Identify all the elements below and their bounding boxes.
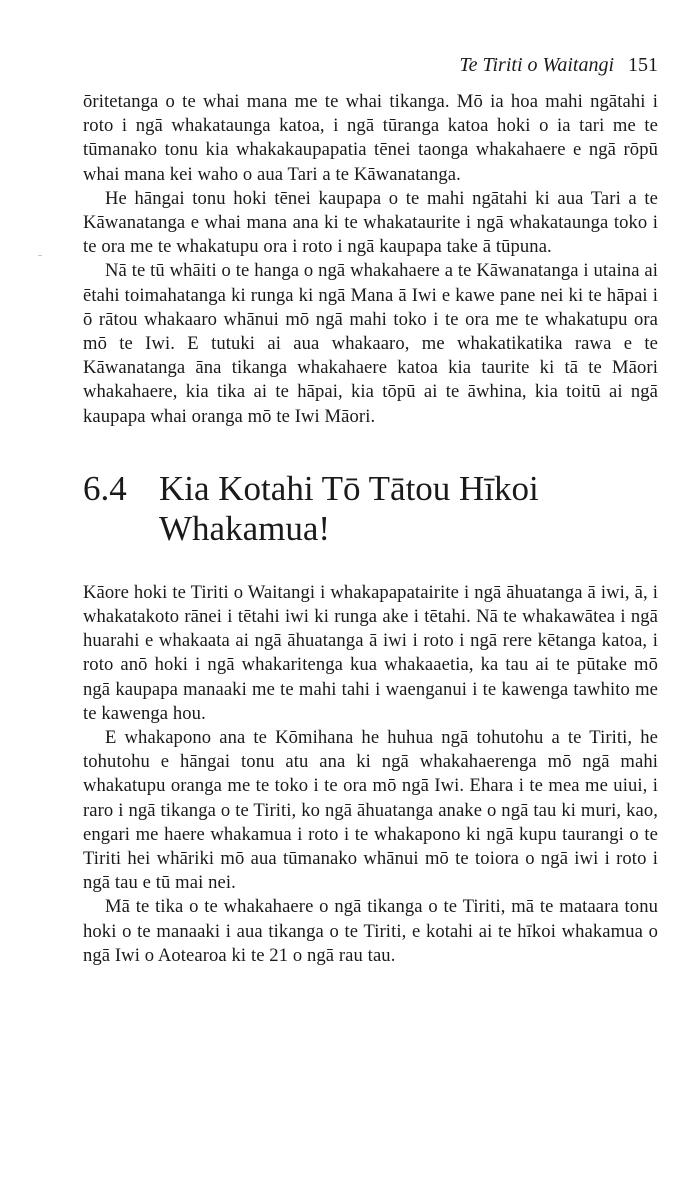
paragraph: Nā te tū whāiti o te hanga o ngā whakahaere a te Kāwanatanga i utaina ai ētahi toimahatanga ki runga ki ngā Mana ā Iwi e kawe pane nei ki te hāpai i ō rātou whakaaro whānui mō ngā mahi toko i te ora me te whakatupu ora mō te Iwi. E tutuki ai aua whakaaro, me whakatikatika rawa e te Kāwanatanga āna tikanga whakahaere katoa kia taurite ki tā te Māori whakahaere, kia tika ai te hāpai, kia tōpū ai te āwhina, kia toitū ai ngā kaupapa whai oranga mō te Iwi Māori. bbox=[83, 260, 658, 427]
page-number: 151 bbox=[628, 54, 658, 76]
running-title: Te Tiriti o Waitangi bbox=[459, 54, 614, 76]
body-text-before-heading bbox=[83, 90, 658, 429]
section-number: 6.4 bbox=[83, 468, 127, 508]
paragraph: ōritetanga o te whai mana me te whai tikanga. Mō ia hoa mahi ngātahi i roto i ngā whakataunga katoa, i ngā tūranga katoa hoki o ia tari me te tūmanako tonu kia whakakaupapatia tēnei taonga whakahaere e ngā rōpū whai mana kei waho o aua Tari a te Kāwanatanga. bbox=[83, 91, 658, 185]
book-page bbox=[83, 50, 658, 968]
section-heading bbox=[83, 469, 658, 549]
margin-mark bbox=[38, 255, 42, 256]
body-text-after-heading bbox=[83, 581, 658, 968]
running-header bbox=[83, 50, 658, 90]
paragraph: Kāore hoki te Tiriti o Waitangi i whakapapatairite i ngā āhuatanga ā iwi, ā, i whakatakoto rānei i tētahi iwi ki runga ake i tētahi. Nā te whakawātea i ngā huarahi e whakaata ai ngā āhuatanga ā iwi i roto i ngā rere kētanga katoa, i roto anō hoki i ngā whakaritenga kua whakaaetia, ka tau ai te pūtake mō ngā kaupapa manaaki me te mahi tahi i waenganui i te kawenga tawhito me te kawenga hou. bbox=[83, 581, 658, 724]
paragraph: E whakapono ana te Kōmihana he huhua ngā tohutohu a te Tiriti, he tohutohu e hāngai tonu atu ana ki ngā whakahaerenga mō ngā mahi whakatupu oranga me te toko i te ora mō ngā Iwi. Ehara i te mea me uiui, i raro i ngā tikanga o te Tiriti, ko ngā āhuatanga anake o ngā tau ki muri, kao, engari me haere whakamua i roto i te whakapono ki ngā kupu taurangi o te Tiriti hei whāriki mō aua tūmanako whānui mō te toiora o ngā iwi i roto i ngā tau e tū mai nei. bbox=[83, 727, 658, 894]
paragraph: He hāngai tonu hoki tēnei kaupapa o te mahi ngātahi ki aua Tari a te Kāwanatanga e whai mana ana ki te whakataurite i ngā whakataunga toko i te ora me te whakatupu ora i roto i ngā kaupapa take ā tūpuna. bbox=[83, 187, 658, 258]
section-title: Kia Kotahi Tō Tātou Hīkoi Whakamua! bbox=[159, 468, 539, 548]
paragraph: Mā te tika o te whakahaere o ngā tikanga o te Tiriti, mā te mataara tonu hoki o te manaaki i aua tikanga o te Tiriti, e kotahi ai te hīkoi whakamua o ngā Iwi o Aotearoa ki te 21 o ngā rau tau. bbox=[83, 896, 658, 966]
